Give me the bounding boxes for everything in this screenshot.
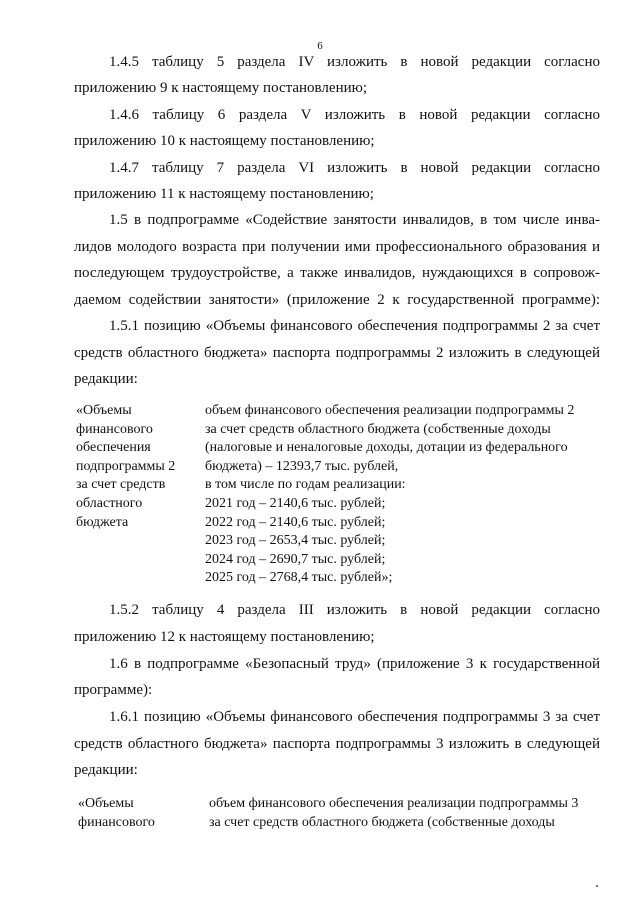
table1-right-line: объем финансового обеспечения реализации подпрограммы 2 bbox=[205, 403, 575, 418]
paragraph-1-5-1-line-3: редакции: bbox=[74, 371, 138, 387]
table1-left-line: областного bbox=[76, 495, 143, 511]
table1-right-line: за счет средств областного бюджета (собственные доходы bbox=[205, 421, 551, 437]
paragraph-1-6-line-1: 1.6 в подпрограмме «Безопасный труд» (приложение 3 к государственной bbox=[109, 656, 600, 672]
table2-left-line: «Объемы bbox=[78, 796, 134, 811]
paragraph-1-5-line-4: даемом содействии занятости» (приложение 2 к государственной программе): bbox=[74, 292, 600, 308]
paragraph-1-5-2-line-1: 1.5.2 таблицу 4 раздела III изложить в новой редакции согласно bbox=[109, 602, 600, 618]
page-number: 6 bbox=[317, 40, 323, 52]
paragraph-1-5-line-2: лидов молодого возраста при получении ими профессионального образования и bbox=[74, 239, 600, 255]
table1-right-line: 2023 год – 2653,4 тыс. рублей; bbox=[205, 533, 386, 549]
paragraph-1-5-line-3: последующем трудоустройстве, а также инвалидов, нуждающихся в сопровож- bbox=[74, 265, 600, 281]
paragraph-1-4-6-line-1: 1.4.6 таблицу 6 раздела V изложить в новой редакции согласно bbox=[109, 107, 600, 123]
paragraph-1-6-line-2: программе): bbox=[74, 682, 153, 698]
table1-left-line: за счет средств bbox=[76, 477, 166, 493]
table1-right-line: в том числе по годам реализации: bbox=[205, 477, 406, 493]
table2-left-line: финансового bbox=[78, 814, 155, 830]
table1-right-line: бюджета) – 12393,7 тыс. рублей, bbox=[205, 458, 399, 474]
paragraph-1-4-5-line-1: 1.4.5 таблицу 5 раздела IV изложить в новой редакции согласно bbox=[109, 54, 600, 70]
table1-right-line: 2024 год – 2690,7 тыс. рублей; bbox=[205, 551, 386, 567]
paragraph-1-4-5-line-2: приложению 9 к настоящему постановлению; bbox=[74, 80, 367, 96]
table1-right-line: 2022 год – 2140,6 тыс. рублей; bbox=[205, 514, 386, 530]
table1-left-line: «Объемы bbox=[76, 403, 132, 418]
table2-right-line: за счет средств областного бюджета (собственные доходы bbox=[209, 814, 555, 830]
paragraph-1-5-line-1: 1.5 в подпрограмме «Содействие занятости инвалидов, в том числе инва- bbox=[109, 212, 600, 228]
table2-right-cell bbox=[209, 795, 578, 832]
paragraph-1-5-1-line-2: средств областного бюджета» паспорта подпрограммы 2 изложить в следующей bbox=[74, 345, 600, 361]
table1-right-cell bbox=[205, 402, 574, 588]
paragraph-1-6-1-line-1: 1.6.1 позицию «Объемы финансового обеспечения подпрограммы 3 за счет bbox=[109, 709, 600, 725]
scan-speck bbox=[596, 885, 598, 887]
paragraph-1-4-7-line-1: 1.4.7 таблицу 7 раздела VI изложить в новой редакции согласно bbox=[109, 160, 600, 176]
paragraph-1-4-6-line-2: приложению 10 к настоящему постановлению; bbox=[74, 133, 375, 149]
table1-right-line: 2025 год – 2768,4 тыс. рублей»; bbox=[205, 570, 393, 586]
table2-right-line: объем финансового обеспечения реализации подпрограммы 3 bbox=[209, 796, 579, 811]
paragraph-1-5-2-line-2: приложению 12 к настоящему постановлению; bbox=[74, 629, 375, 645]
table1-left-line: бюджета bbox=[76, 514, 129, 530]
table1-left-line: финансового bbox=[76, 421, 153, 437]
table1-left-line: обеспечения bbox=[76, 440, 151, 456]
paragraph-1-4-7-line-2: приложению 11 к настоящему постановлению; bbox=[74, 186, 374, 202]
table1-left-cell bbox=[76, 402, 175, 532]
table2-left-cell bbox=[78, 795, 155, 832]
table1-right-line: 2021 год – 2140,6 тыс. рублей; bbox=[205, 495, 386, 511]
table1-left-line: подпрограммы 2 bbox=[76, 458, 176, 474]
paragraph-1-6-1-line-3: редакции: bbox=[74, 762, 138, 778]
table1-right-line: (налоговые и неналоговые доходы, дотации из федерального bbox=[205, 440, 568, 456]
paragraph-1-6-1-line-2: средств областного бюджета» паспорта подпрограммы 3 изложить в следующей bbox=[74, 736, 600, 752]
paragraph-1-5-1-line-1: 1.5.1 позицию «Объемы финансового обеспечения подпрограммы 2 за счет bbox=[109, 318, 600, 334]
